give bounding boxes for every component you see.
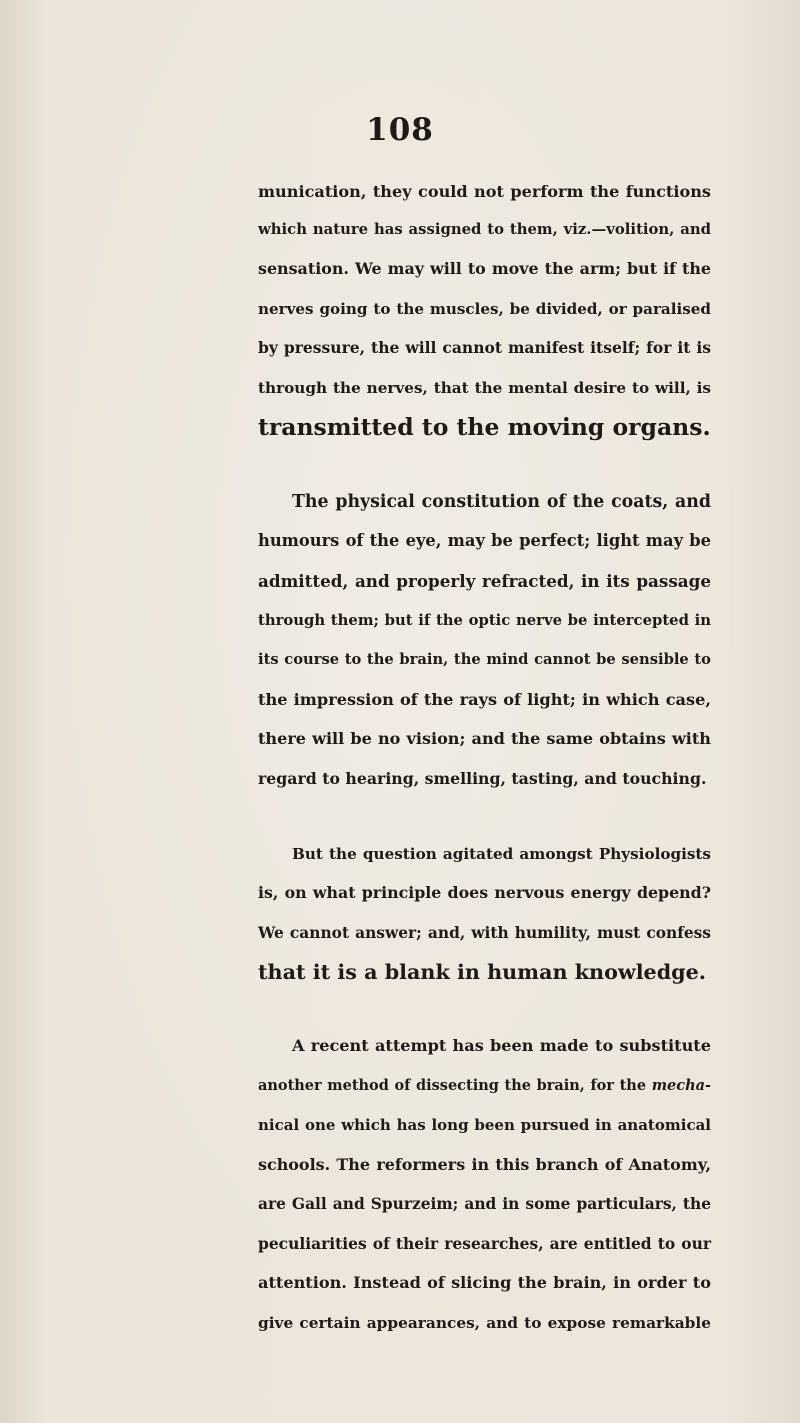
text-line: through the nerves, that the mental desire to will, is bbox=[258, 379, 711, 397]
text-line: We cannot answer; and, with humility, must confess bbox=[258, 924, 711, 942]
text-line: regard to hearing, smelling, tasting, and touching. bbox=[258, 769, 707, 788]
italic-word: mecha- bbox=[651, 1077, 711, 1094]
text-line: transmitted to the moving organs. bbox=[258, 413, 711, 441]
page-number: 108 bbox=[366, 112, 434, 148]
text-line: there will be no vision; and the same obtains with bbox=[258, 729, 711, 748]
text-line: humours of the eye, may be perfect; light may be bbox=[258, 531, 711, 550]
text-line: that it is a blank in human knowledge. bbox=[258, 960, 707, 984]
text-line: through them; but if the optic nerve be intercepted in bbox=[258, 612, 711, 629]
text-line: nerves going to the muscles, be divided, or paralised bbox=[258, 300, 711, 318]
text-line: is, on what principle does nervous energy depend? bbox=[258, 883, 711, 902]
text-span: another method of dissecting the brain, for the bbox=[258, 1077, 652, 1094]
text-line: which nature has assigned to them, viz.—volition, and bbox=[258, 221, 711, 238]
text-line: peculiarities of their researches, are entitled to our bbox=[258, 1234, 711, 1253]
text-line: munication, they could not perform the functions bbox=[258, 182, 711, 201]
text-line: schools. The reformers in this branch of Anatomy, bbox=[258, 1155, 711, 1174]
text-line: A recent attempt has been made to substitute bbox=[292, 1036, 711, 1055]
text-line: give certain appearances, and to expose remarkable bbox=[258, 1314, 711, 1332]
text-line: attention. Instead of slicing the brain, in order to bbox=[258, 1273, 711, 1292]
text-line: its course to the brain, the mind cannot be sensible to bbox=[258, 651, 711, 668]
text-line: But the question agitated amongst Physiologists bbox=[292, 845, 711, 863]
text-line: are Gall and Spurzeim; and in some particulars, the bbox=[258, 1195, 711, 1213]
text-line: The physical constitution of the coats, and bbox=[292, 492, 711, 512]
text-line: sensation. We may will to move the arm; but if the bbox=[258, 259, 711, 278]
text-line: admitted, and properly refracted, in its passage bbox=[258, 571, 711, 591]
text-line: nical one which has long been pursued in anatomical bbox=[258, 1116, 711, 1134]
text-line: the impression of the rays of light; in which case, bbox=[258, 690, 711, 709]
text-line-with-italic bbox=[258, 1066, 711, 1106]
text-line: by pressure, the will cannot manifest itself; for it is bbox=[258, 338, 711, 357]
